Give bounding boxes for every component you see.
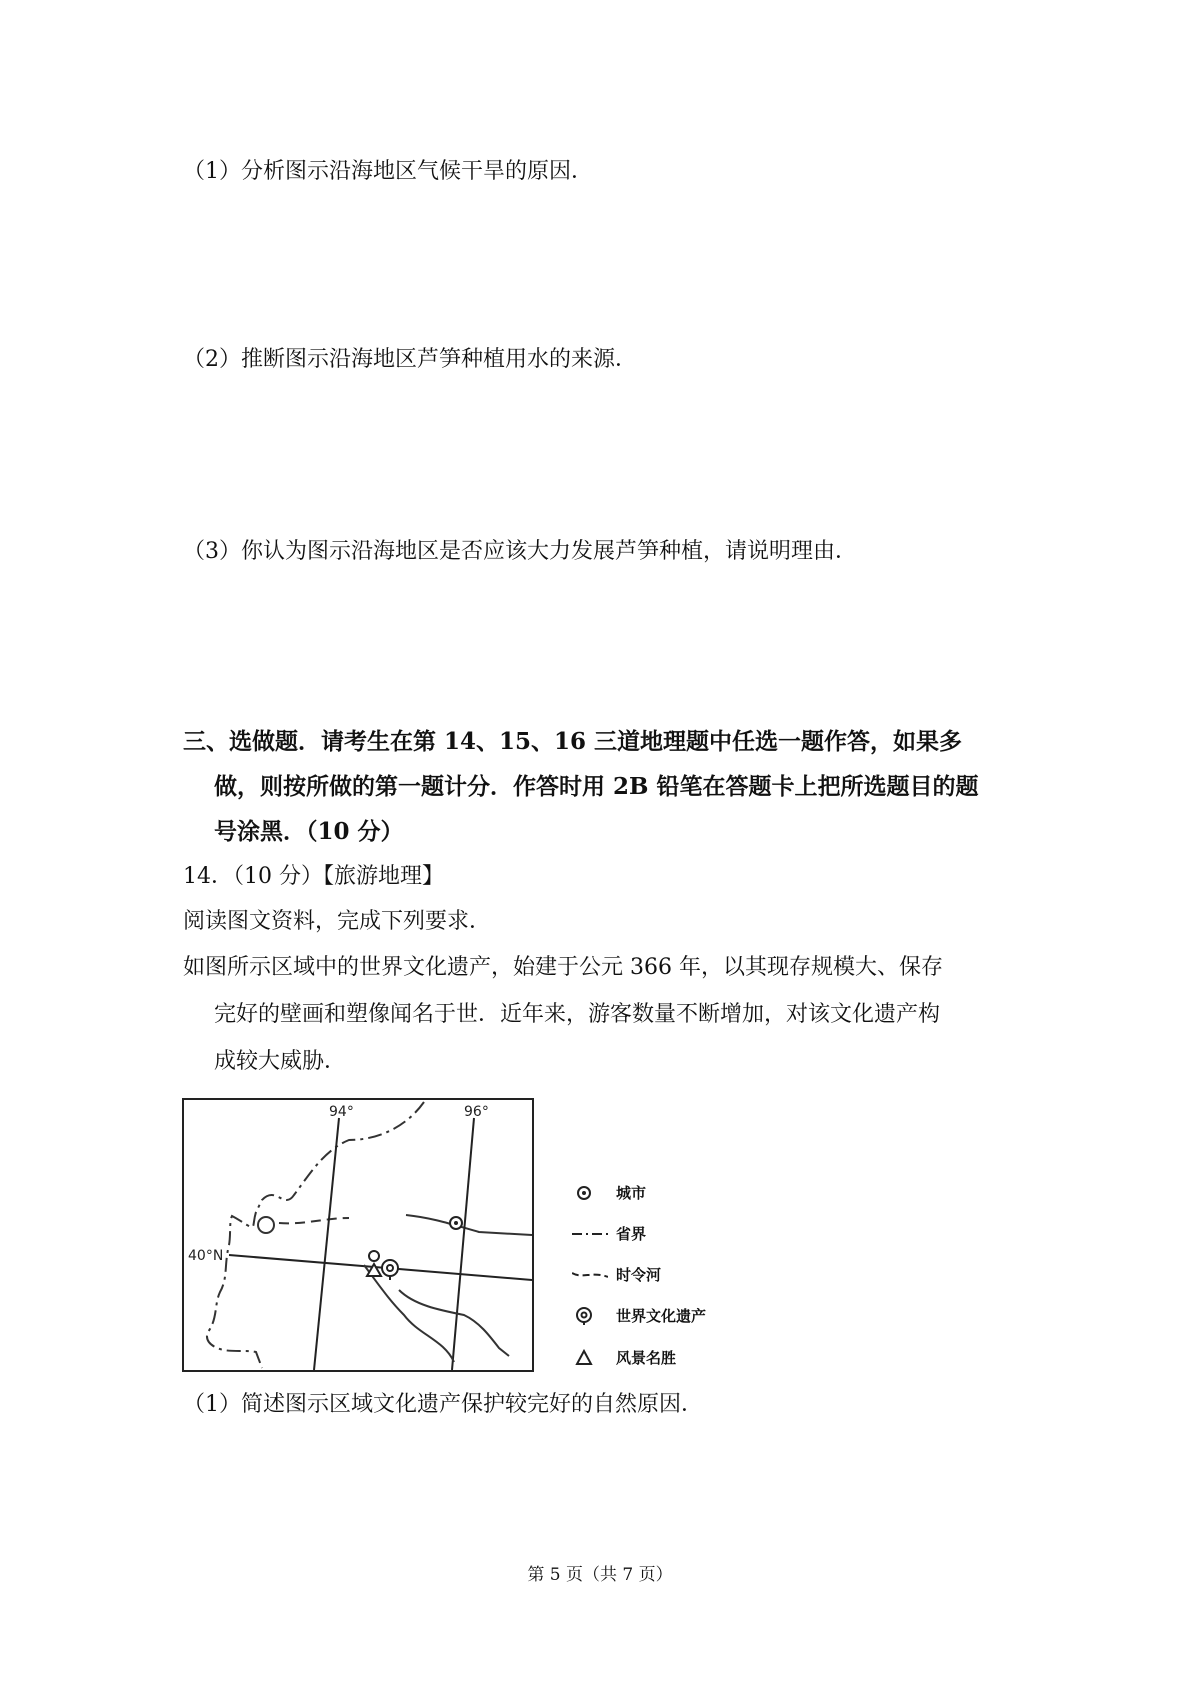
question-1: （1）分析图示沿海地区气候干旱的原因． — [183, 159, 593, 184]
dashed-line-icon — [572, 1265, 608, 1285]
map-figure — [182, 1098, 534, 1372]
longitude-94-label: 94° — [329, 1104, 354, 1120]
q14-header: 14．（10 分）【旅游地理】 — [183, 864, 444, 889]
q14-instruction: 阅读图文资料，完成下列要求． — [183, 909, 492, 934]
map-drawing — [184, 1100, 532, 1370]
heritage-icon — [572, 1306, 608, 1326]
river-line-right — [406, 1215, 532, 1235]
river-line-lower-1 — [364, 1265, 454, 1362]
legend-seasonal-river-label: 时令河 — [616, 1266, 662, 1284]
legend-provincial-boundary-label: 省界 — [616, 1225, 647, 1243]
city-icon — [572, 1183, 608, 1203]
q14-paragraph-line-3: 成较大威胁． — [214, 1049, 347, 1074]
section-3-line-1: 三、选做题．请考生在第 14、15、16 三道地理题中任选一题作答，如果多 — [183, 728, 963, 755]
latitude-40-label: 40°N — [188, 1248, 224, 1264]
longitude-96-line — [452, 1118, 474, 1370]
dash-dot-line-icon — [572, 1224, 608, 1244]
section-3-line-3: 号涂黑．（10 分） — [214, 818, 404, 845]
page-footer: 第 5 页（共 7 页） — [527, 1565, 673, 1585]
seasonal-river-line — [279, 1218, 349, 1223]
q14-sub-question-1: （1）简述图示区域文化遗产保护较完好的自然原因． — [183, 1392, 703, 1417]
legend-city-label: 城市 — [616, 1184, 647, 1202]
scenic-spot-marker — [367, 1251, 381, 1276]
lake-shape — [258, 1217, 274, 1233]
legend-scenic-spot-label: 风景名胜 — [616, 1349, 677, 1367]
question-3: （3）你认为图示沿海地区是否应该大力发展芦笋种植，请说明理由． — [183, 539, 857, 564]
longitude-96-label: 96° — [464, 1104, 489, 1120]
legend-world-heritage-label: 世界文化遗产 — [616, 1307, 707, 1325]
triangle-icon — [572, 1348, 608, 1368]
provincial-boundary-line — [207, 1102, 424, 1368]
q14-paragraph-line-1: 如图所示区域中的世界文化遗产，始建于公元 366 年，以其现存规模大、保存 — [183, 955, 943, 980]
question-2: （2）推断图示沿海地区芦笋种植用水的来源． — [183, 347, 637, 372]
world-heritage-marker — [382, 1260, 398, 1280]
section-3-line-2: 做，则按所做的第一题计分．作答时用 2B 铅笔在答题卡上把所选题目的题 — [214, 773, 979, 800]
city-marker — [450, 1217, 462, 1229]
q14-paragraph-line-2: 完好的壁画和塑像闻名于世．近年来，游客数量不断增加，对该文化遗产构 — [214, 1002, 941, 1027]
